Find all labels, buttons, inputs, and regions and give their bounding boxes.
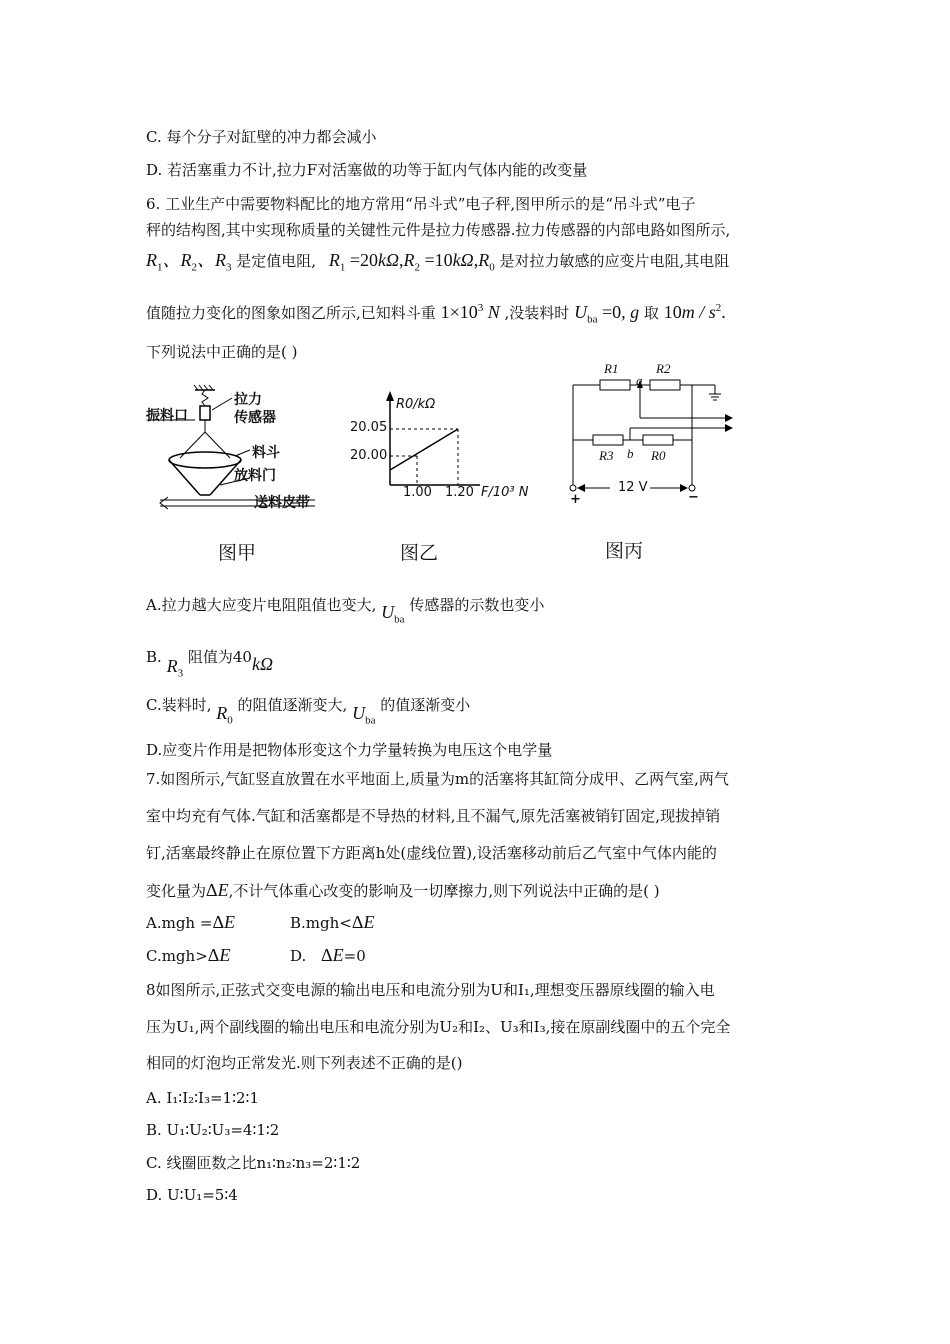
- math-r1-r2-r3: $R_1$、$R_2$、$R_3$: [146, 250, 232, 274]
- q7-option-d-label: D.: [290, 947, 307, 965]
- q8-option-c: C. 线圈匝数之比n₁∶n₂∶n₃=2∶1∶2: [146, 1154, 361, 1172]
- q6-stem3-mid: 是定值电阻,: [236, 252, 317, 270]
- q7-option-a-text: A.mgh =: [146, 914, 213, 932]
- yi-tick-y1: 20.05: [350, 420, 388, 435]
- q6-stem-line5: 下列说法中正确的是( ): [146, 343, 298, 361]
- bing-label-plus: +: [570, 492, 581, 507]
- q6-stem3-end: 是对拉力敏感的应变片电阻,其电阻: [499, 252, 730, 270]
- math-delta-e-c: ΔE: [207, 945, 231, 965]
- q6-stem-line2: 秤的结构图,其中实现称质量的关键性元件是拉力传感器.拉力传感器的内部电路如图所示,: [146, 221, 731, 239]
- caption-jia: 图甲: [218, 542, 257, 564]
- math-r3: $R_3$: [166, 656, 184, 680]
- q8-option-d: D. U∶U₁=5∶4: [146, 1186, 238, 1204]
- q5-option-c: C. 每个分子对缸壁的冲力都会减小: [146, 128, 377, 146]
- q6-option-c-text3: 的值逐渐变小: [380, 696, 471, 714]
- q7-stem-line4: [146, 880, 660, 901]
- q7-option-d-text: =0: [343, 947, 366, 965]
- math-uba-c: $U_{ba}$: [352, 703, 376, 727]
- math-delta-e: ΔE: [206, 880, 229, 900]
- q6-option-c-text2: 的阻值逐渐变大,: [237, 696, 348, 714]
- q8-option-b: B. U₁∶U₂∶U₃=4∶1∶2: [146, 1121, 280, 1139]
- q7-stem-line2: 室中均充有气体.气缸和活塞都是不导热的材料,且不漏气,原先活塞被销钉固定,现拔掉销: [146, 807, 721, 825]
- math-delta-e-a: ΔE: [212, 912, 236, 932]
- math-kilohm: kΩ: [251, 654, 273, 674]
- jia-label-lali: 拉力: [234, 392, 262, 408]
- bing-label-minus: −: [688, 490, 699, 505]
- q8-stem-line1: 8如图所示,正弦式交变电源的输出电压和电流分别为U和I₁,理想变压器原线圈的输入电: [146, 981, 715, 999]
- math-uba-zero: $U_{ba} =0$, g: [574, 302, 640, 326]
- q6-option-a-text2: 传感器的示数也变小: [409, 596, 545, 614]
- yi-tick-x1: 1.00: [403, 485, 432, 500]
- q7-option-b-text: B.mgh<: [290, 914, 352, 932]
- q6-stem-line1: 6. 工业生产中需要物料配比的地方常用“吊斗式”电子秤,图甲所示的是“吊斗式”电子: [146, 195, 696, 213]
- math-resistor-values: $R_1 =20k\Omega,R_2 =10k\Omega,R_0$: [328, 250, 495, 274]
- q7-option-a: [146, 912, 235, 933]
- q8-stem-line2: 压为U₁,两个副线圈的输出电压和电流分别为U₂和I₂、U₃和I₃,接在原副线圈中的五个完全: [146, 1018, 731, 1036]
- q7-option-c-text: C.mgh>: [146, 947, 208, 965]
- q6-option-c: [146, 694, 471, 727]
- math-hopper-weight: $1\times 10^3$ N: [440, 302, 500, 322]
- q8-stem-line3: 相同的灯泡均正常发光.则下列表述不正确的是(): [146, 1054, 463, 1072]
- q8-option-a: A. I₁∶I₂∶I₃=1∶2∶1: [146, 1089, 259, 1107]
- q6-stem-line3: [146, 250, 729, 278]
- q6-option-a: [146, 594, 545, 626]
- q7-stem-line3: 钉,活塞最终静止在原位置下方距离h处(虚线位置),设活塞移动前后乙气室中气体内能的: [146, 844, 717, 862]
- q7-stem4-a: 变化量为: [146, 882, 207, 900]
- bing-label-a: a: [636, 373, 643, 388]
- caption-bing: 图丙: [605, 540, 644, 562]
- bing-label-r0: R0: [651, 448, 666, 463]
- q7-option-d: [290, 945, 366, 966]
- q6-option-d: D.应变片作用是把物体形变这个力学量转换为电压这个电学量: [146, 741, 553, 759]
- q6-stem4-b: ,没装料时: [504, 304, 570, 322]
- q6-stem4-c: 取: [643, 304, 659, 322]
- figure-bing-circuit: [565, 360, 740, 505]
- bing-label-r3: R3: [599, 448, 614, 463]
- math-delta-e-d: ΔE: [321, 945, 344, 965]
- q7-option-b: [290, 912, 374, 933]
- yi-x-axis-label: F/10³ N: [481, 485, 529, 500]
- q6-option-b-label: B.: [146, 648, 162, 666]
- jia-label-feed-port: 振料口: [146, 408, 188, 424]
- bing-label-r1: R1: [604, 361, 619, 376]
- q7-option-c: [146, 945, 230, 966]
- yi-y-axis-label: R0/kΩ: [396, 397, 436, 412]
- q6-stem-line4: [146, 298, 726, 330]
- q6-stem4-a: 值随拉力变化的图象如图乙所示,已知料斗重: [146, 304, 436, 322]
- jia-label-belt: 送料皮带: [254, 495, 310, 511]
- jia-label-gate: 放料门: [234, 468, 276, 484]
- bing-label-b: b: [627, 446, 634, 461]
- math-uba: $U_{ba}$: [381, 602, 405, 626]
- math-r0: $R_0$: [216, 703, 233, 727]
- bing-label-r2: R2: [656, 361, 671, 376]
- q6-option-b: [146, 646, 273, 680]
- q6-option-c-text1: C.装料时,: [146, 696, 212, 714]
- yi-tick-y2: 20.00: [350, 448, 388, 463]
- math-g-value: $10m / s^2$.: [663, 302, 726, 322]
- q5-option-d: D. 若活塞重力不计,拉力F对活塞做的功等于缸内气体内能的改变量: [146, 161, 588, 179]
- q6-option-b-text: 阻值为40: [187, 648, 252, 666]
- q6-option-a-text1: A.拉力越大应变片电阻阻值也变大,: [146, 596, 377, 614]
- math-delta-e-b: ΔE: [351, 912, 375, 932]
- q7-stem4-b: ,不计气体重心改变的影响及一切摩擦力,则下列说法中正确的是( ): [228, 882, 660, 900]
- caption-yi: 图乙: [400, 542, 439, 564]
- bing-label-voltage: 12 V: [618, 480, 648, 495]
- jia-label-sensor: 传感器: [234, 410, 276, 426]
- q7-stem-line1: 7.如图所示,气缸竖直放置在水平地面上,质量为m的活塞将其缸筒分成甲、乙两气室,两气: [146, 770, 729, 788]
- yi-tick-x2: 1.20: [445, 485, 474, 500]
- jia-label-hopper: 料斗: [252, 445, 280, 461]
